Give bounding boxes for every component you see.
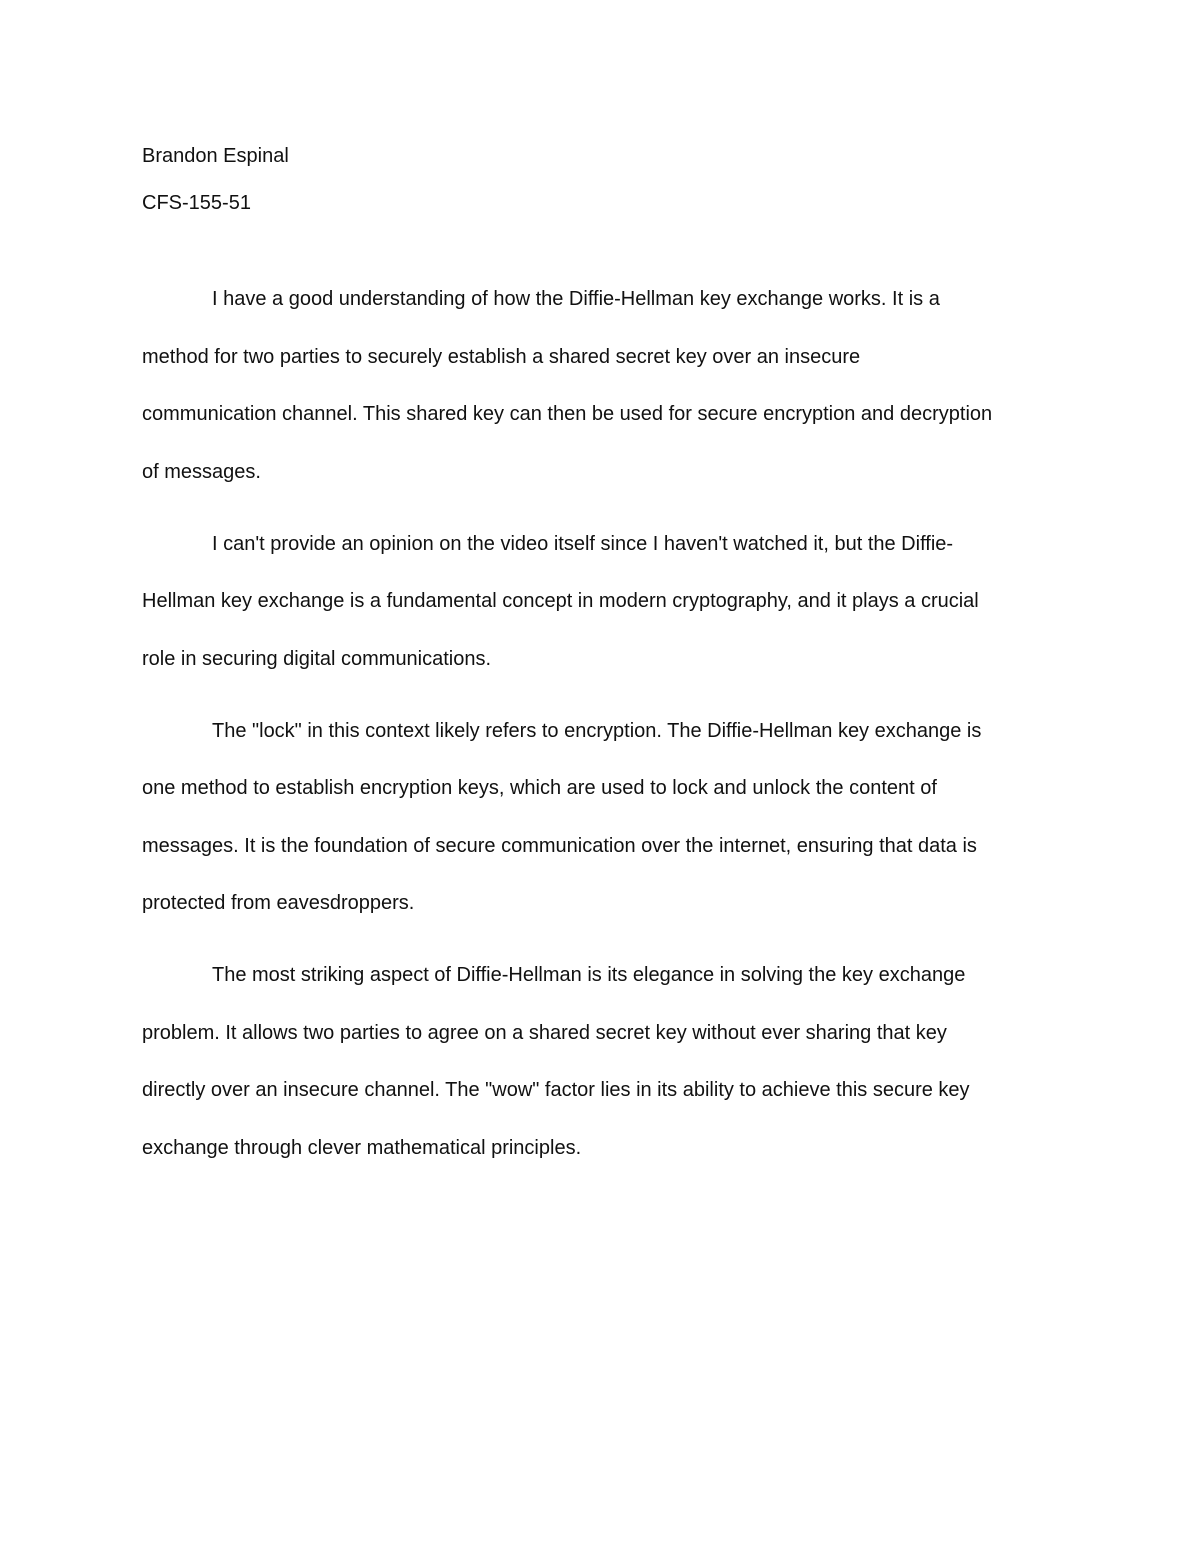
text-line: I have a good understanding of how the Diffie-Hellman key exchange works. It is a xyxy=(212,288,940,310)
text-line: exchange through clever mathematical principles. xyxy=(142,1136,582,1159)
text-line: The most striking aspect of Diffie-Hellman is its elegance in solving the key exchange xyxy=(212,964,966,986)
text-line: role in securing digital communications. xyxy=(142,647,492,670)
paragraph xyxy=(142,715,1060,960)
paragraph xyxy=(142,959,1060,1189)
text-line: I can't provide an opinion on the video itself since I haven't watched it, but the Diffie- xyxy=(212,532,954,555)
text-line: messages. It is the foundation of secure communication over the internet, ensuring that data is xyxy=(142,834,977,857)
author-name: Brandon Espinal xyxy=(142,145,289,167)
text-line: of messages. xyxy=(142,460,261,483)
text-line: one method to establish encryption keys, which are used to lock and unlock the content of xyxy=(142,777,937,799)
paragraph xyxy=(142,528,1060,715)
text-line: communication channel. This shared key can then be used for secure encryption and decryption xyxy=(142,403,993,425)
text-line: Hellman key exchange is a fundamental concept in modern cryptography, and it plays a crucial xyxy=(142,590,979,612)
paragraph xyxy=(142,283,1060,528)
text-line: problem. It allows two parties to agree on a shared secret key without ever sharing that key xyxy=(142,1021,947,1044)
text-line: directly over an insecure channel. The "wow" factor lies in its ability to achieve this secure key xyxy=(142,1079,970,1101)
text-line: method for two parties to securely establish a shared secret key over an insecure xyxy=(142,345,861,368)
text-line: protected from eavesdroppers. xyxy=(142,892,415,914)
text-line: The "lock" in this context likely refers to encryption. The Diffie-Hellman key exchange is xyxy=(212,719,982,742)
document-body xyxy=(142,140,1060,1189)
course-code: CFS-155-51 xyxy=(142,192,251,214)
essay-text xyxy=(142,283,1060,1189)
